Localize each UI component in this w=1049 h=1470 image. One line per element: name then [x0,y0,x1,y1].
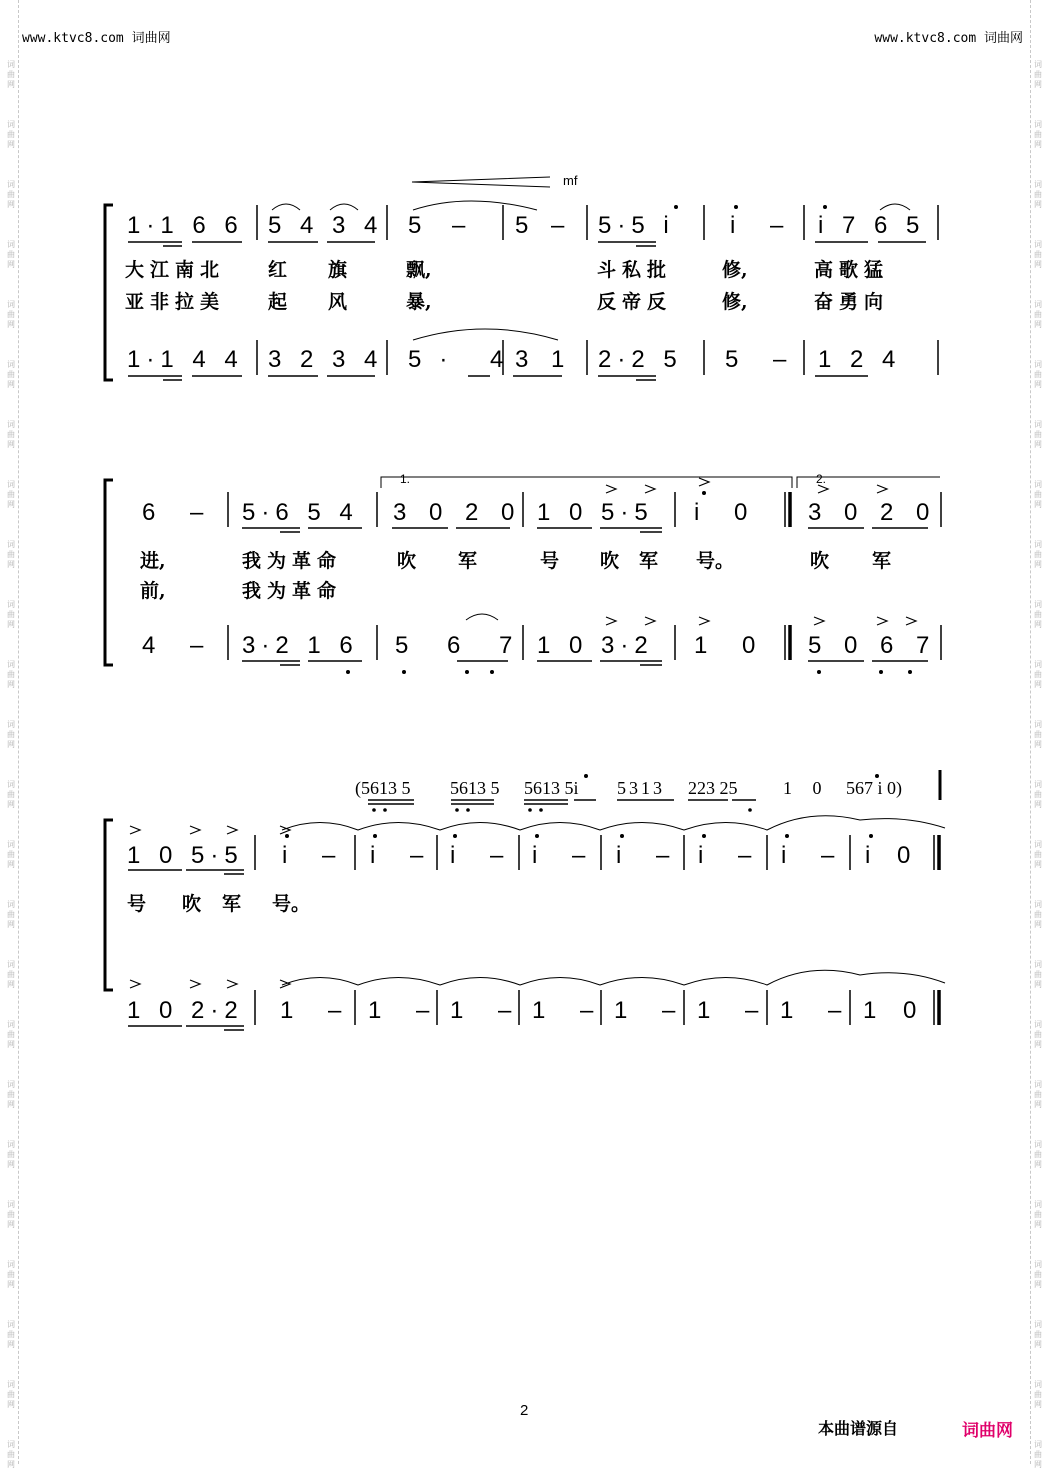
watermark-text: 词曲网 [7,720,15,749]
s3-l4: 号。 [272,893,311,915]
watermark-text: 词曲网 [7,540,15,569]
s3-b6: 1 – [614,997,690,1024]
watermark-text: 词曲网 [7,1440,15,1469]
watermark-text: 词曲网 [7,180,15,209]
s3-b1: 1 0 2·2 [127,997,244,1024]
source-label: 本曲谱源自 [818,1419,899,1438]
watermark-text: 词曲网 [1034,1200,1042,1229]
s2-b5: 1 0 [694,632,770,659]
s1-l1-6: 修, [722,259,748,281]
s2-b2: 3·2 1 6 [242,632,359,659]
watermark-text: 词曲网 [7,420,15,449]
s1-b3: 5· 4 [408,346,522,373]
s1-l2-6: 修, [722,291,748,313]
s1-b4: 3 1 [515,346,573,373]
watermark-text: 词曲网 [7,1320,15,1349]
s3-i1: (5613 5 [355,778,411,798]
s2-l1-3: 吹 [397,550,417,572]
s1-m4: 5 – [515,212,573,239]
s2-l2-2: 我为革命 [242,580,343,602]
s3-m8: i – [781,842,849,869]
s1-l2-1: 亚非拉美 [125,291,226,313]
s2-l1-9: 军 [872,550,892,572]
s3-l2: 吹 [182,893,202,915]
s3-b4: 1 – [450,997,526,1024]
s3-b7: 1 – [697,997,773,1024]
s3-b9: 1 0 [863,997,927,1024]
s2-b3: 5 6 7 [395,632,529,659]
s2-b6: 5 0 6 7 [808,632,938,659]
watermark-text: 词曲网 [1034,360,1042,389]
watermark-text: 词曲网 [1034,900,1042,929]
s2-m5: i 0 [694,499,762,526]
volta-1-label: 1. [400,472,411,486]
watermark-text: 词曲网 [7,900,15,929]
s3-l1: 号 [127,893,147,915]
watermark-text: 词曲网 [1034,300,1042,329]
watermark-text: 词曲网 [1034,1140,1042,1169]
watermark-text: 词曲网 [7,1200,15,1229]
watermark-text: 词曲网 [7,240,15,269]
header-right-url[interactable]: www.ktvc8.com 词曲网 [874,31,1023,46]
watermark-text: 词曲网 [7,600,15,629]
s3-b2: 1 – [280,997,356,1024]
header-left-url[interactable]: www.ktvc8.com 词曲网 [22,31,171,46]
watermark-text: 词曲网 [1034,540,1042,569]
watermark-text: 词曲网 [1034,780,1042,809]
s2-m2: 5·6 5 4 [242,499,359,526]
s3-m3: i – [370,842,438,869]
s3-i3: 5613 5i [524,778,579,798]
watermark-text: 词曲网 [7,660,15,689]
watermark-text: 词曲网 [7,780,15,809]
watermark-text: 词曲网 [7,1140,15,1169]
s2-l1-5: 号 [540,550,560,572]
s2-l1-6: 吹军 [600,550,679,572]
s3-l3: 军 [222,893,242,915]
watermark-text: 词曲网 [7,60,15,89]
watermark-text: 词曲网 [7,360,15,389]
watermark-text: 词曲网 [7,1260,15,1289]
s3-m6: i – [616,842,684,869]
s2-l1-1: 进, [140,550,166,572]
watermark-text: 词曲网 [7,840,15,869]
s3-b8: 1 – [780,997,856,1024]
s3-i7: 567 i 0) [846,778,902,798]
s2-m4: 1 0 5·5 [537,499,654,526]
watermark-text: 词曲网 [1034,1380,1042,1409]
s3-i5: 223 25 [688,778,738,798]
s3-m2: i – [282,842,350,869]
s3-i4: 5313 [617,778,665,798]
watermark-text: 词曲网 [1034,1440,1042,1469]
s1-b1: 1·1 4 4 [127,346,244,373]
watermark-text: 词曲网 [7,120,15,149]
volta-2-label: 2. [816,472,827,486]
watermark-text: 词曲网 [1034,840,1042,869]
watermark-text: 词曲网 [1034,420,1042,449]
watermark-text: 词曲网 [7,1080,15,1109]
watermark-text: 词曲网 [7,1020,15,1049]
s1-m1: 1·1 6 6 [127,212,244,239]
watermark-text: 词曲网 [1034,60,1042,89]
watermark-text: 词曲网 [1034,720,1042,749]
watermark-text: 词曲网 [1034,660,1042,689]
s1-l2-4: 暴, [406,291,432,313]
s1-b5: 2·2 5 [598,346,683,373]
s1-m7: i 7 6 5 [818,212,926,239]
watermark-text: 词曲网 [1034,480,1042,509]
s2-l1-4: 军 [458,550,478,572]
watermark-text: 词曲网 [1034,120,1042,149]
s1-l2-7: 奋勇向 [814,291,890,313]
s2-l2-1: 前, [140,580,166,602]
watermark-text: 词曲网 [1034,180,1042,209]
s3-m1: 1 0 5·5 [127,842,244,869]
s1-b6: 5 – [725,346,801,373]
s3-i2: 5613 5 [450,778,500,798]
s2-l1-7: 号。 [696,550,735,572]
s3-m7: i – [698,842,766,869]
s3-b3: 1 – [368,997,444,1024]
s2-m3: 3 0 2 0 [393,499,523,526]
s1-l1-4: 飘, [406,259,432,281]
s1-l1-7: 高歌猛 [814,259,890,281]
s1-m3: 5 – [408,212,478,239]
s2-m1: 6 – [142,499,218,526]
page-number: 2 [520,1402,529,1419]
s1-l1-1: 大江南北 [125,259,226,281]
s2-b1: 4 – [142,632,218,659]
site-logo-text[interactable]: 词曲网 [962,1421,1013,1441]
s3-b5: 1 – [532,997,608,1024]
s2-l1-8: 吹 [810,550,830,572]
watermark-text: 词曲网 [1034,1020,1042,1049]
s1-m2: 5 4 3 4 [268,212,384,239]
watermark-text: 词曲网 [1034,1260,1042,1289]
s2-m6: 3 0 2 0 [808,499,938,526]
s2-b4: 1 0 3·2 [537,632,654,659]
s1-l2-2: 起 [268,291,288,313]
s3-m4: i – [450,842,518,869]
s3-i6: 1 0 [783,778,830,798]
s1-m5: 5·5 i [598,212,675,239]
watermark-text: 词曲网 [7,480,15,509]
s3-m9: i 0 [865,842,921,869]
s1-l2-3: 风 [328,291,348,313]
dynamic-mf: mf [563,173,578,188]
s2-l1-2: 我为革命 [242,550,343,572]
s1-m6: i – [730,212,798,239]
s3-m5: i – [532,842,600,869]
s1-l1-3: 旗 [328,259,348,281]
watermark-text: 词曲网 [1034,600,1042,629]
s1-l1-2: 红 [268,259,288,281]
watermark-text: 词曲网 [1034,1080,1042,1109]
s1-l2-5: 反帝反 [597,291,673,313]
watermark-text: 词曲网 [1034,960,1042,989]
watermark-text: 词曲网 [1034,240,1042,269]
watermark-text: 词曲网 [1034,1320,1042,1349]
watermark-text: 词曲网 [7,1380,15,1409]
s1-b7: 1 2 4 [818,346,902,373]
watermark-text: 词曲网 [7,960,15,989]
s1-b2: 3 2 3 4 [268,346,384,373]
watermark-text: 词曲网 [7,300,15,329]
s1-l1-5: 斗私批 [597,259,673,281]
